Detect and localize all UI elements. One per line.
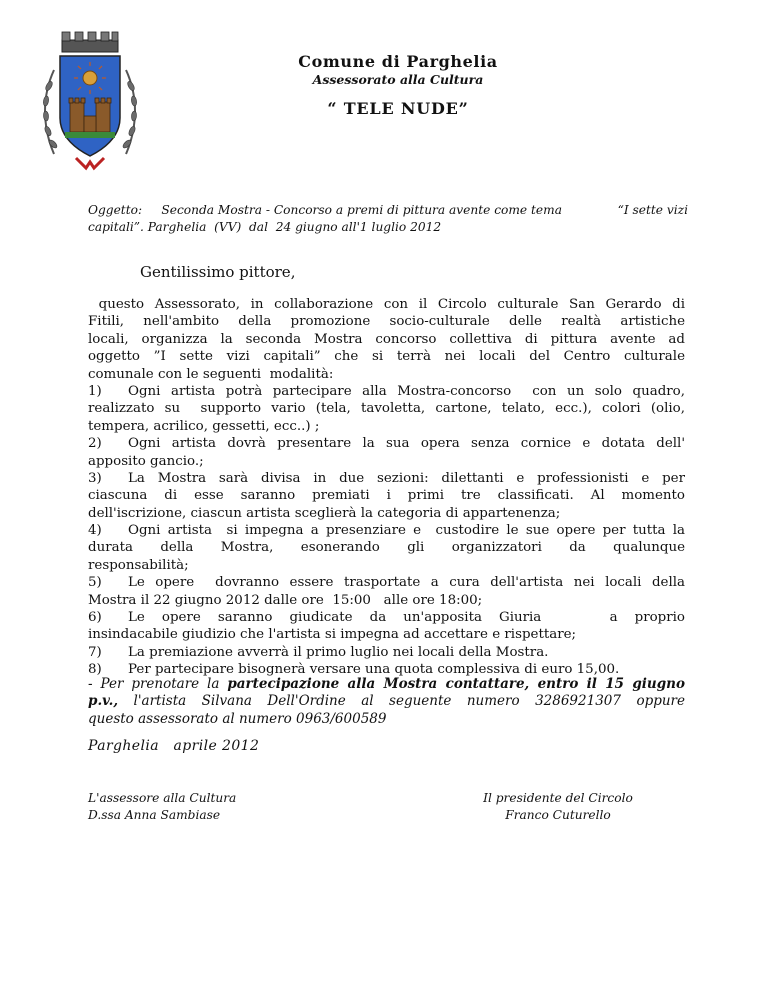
rule-line [88,453,685,470]
rule-number: 4) [88,523,102,539]
rule-line [88,557,685,574]
rule-line [88,487,685,504]
rule-text: La premiazione avverrà il primo luglio nei locali della Mostra. [128,644,549,660]
rule-line [88,418,685,435]
notice-phone: questo assessorato al numero 0963/600589 [88,710,387,727]
signature-left-name: D.ssa Anna Sambiase [88,808,221,822]
rule-number: 2) [88,436,102,452]
rule-text: ciascuna di esse saranno premiati i primi tre classificati. Al momento [88,488,685,504]
rule-text: tempera, acrilico, gessetti, ecc..) ; [88,418,320,434]
signature-right-role: Il presidente del Circolo [483,791,633,805]
rule-number: 7) [88,644,102,660]
subject-line-1-end: “I sette vizi [617,203,688,217]
rule-number: 8) [88,662,102,678]
rule-text: responsabilità; [88,557,189,573]
subject-block [88,202,688,236]
rule-line [88,522,685,539]
rule-text: Ogni artista dovrà presentare la sua opera senza cornice e dotata dell' [128,436,685,452]
signature-right-name: Franco Cuturello [505,808,611,822]
body-line: locali, organizza la seconda Mostra concorso collettiva di pittura avente ad [88,331,685,347]
rule-text: apposito gancio.; [88,453,204,469]
rule-text: realizzato su supporto vario (tela, tavoletta, cartone, telato, ecc.), colori (olio, [88,401,685,417]
notice-bold: partecipazione alla Mostra contattare, entro il 15 giugno [227,676,685,692]
rule-line [88,470,685,487]
notice-contact: l'artista Silvana Dell'Ordine al seguente numero 3286921307 oppure [118,693,685,710]
body-line: Fitili, nell'ambito della promozione socio-culturale delle realtà artistiche [88,314,685,330]
event-title: “ TELE NUDE” [327,99,469,118]
rule-text: Le opere saranno giudicate da un'apposita Giuria a proprio [128,610,685,626]
rule-line [88,400,685,417]
greeting: Gentilissimo pittore, [140,263,296,281]
subject-line-2: capitali”. Parghelia (VV) dal 24 giugno all'1 luglio 2012 [88,220,442,234]
rule-line [88,592,685,609]
signature-right [478,790,638,824]
place-date: Parghelia aprile 2012 [88,738,260,754]
letter-body [88,296,685,679]
rule-text: Le opere dovranno essere trasportate a cura dell'artista nei locali della [128,575,685,591]
rule-line [88,505,685,522]
subject-line-1: Oggetto: Seconda Mostra - Concorso a premi di pittura avente come tema [88,203,562,217]
notice-bold-2: p.v., [88,693,119,710]
notice-text: - Per prenotare la [88,676,228,692]
rule-line [88,539,685,556]
department-subtitle: Assessorato alla Cultura [312,72,484,87]
rule-text: Ogni artista potrà partecipare alla Mostra-concorso con un solo quadro, [128,383,685,399]
body-line: oggetto ”I sette vizi capitali” che si terrà nei locali del Centro culturale [88,349,685,365]
rule-text: insindacabile giudizio che l'artista si impegna ad accettare e rispettare; [88,627,577,643]
municipality-title: Comune di Parghelia [298,52,498,71]
rule-text: Ogni artista si impegna a presenziare e custodire le sue opere per tutta la [128,523,685,539]
rule-line [88,626,685,643]
rule-text: La Mostra sarà divisa in due sezioni: dilettanti e professionisti e per [128,470,685,486]
rule-line [88,435,685,452]
rule-text: Per partecipare bisognerà versare una quota complessiva di euro 15,00. [128,662,620,678]
rule-line [88,383,685,400]
rule-number: 1) [88,383,102,399]
signature-left-role: L'assessore alla Cultura [88,791,237,805]
rule-number: 6) [88,610,102,626]
rule-line [88,574,685,591]
rule-line [88,609,685,626]
rule-number: 5) [88,575,102,591]
body-line: questo Assessorato, in collaborazione con il Circolo culturale San Gerardo di [88,297,685,312]
rule-text: durata della Mostra, esonerando gli organizzatori da qualunque [88,540,685,556]
body-line: comunale con le seguenti modalità: [88,366,334,382]
rule-text: Mostra il 22 giugno 2012 dalle ore 15:00 alle ore 18:00; [88,592,483,608]
rule-line [88,644,685,661]
rule-number: 3) [88,470,102,486]
rule-text: dell'iscrizione, ciascun artista sceglierà la categoria di appartenenza; [88,505,561,521]
booking-notice [88,676,685,728]
signature-left [88,790,236,824]
